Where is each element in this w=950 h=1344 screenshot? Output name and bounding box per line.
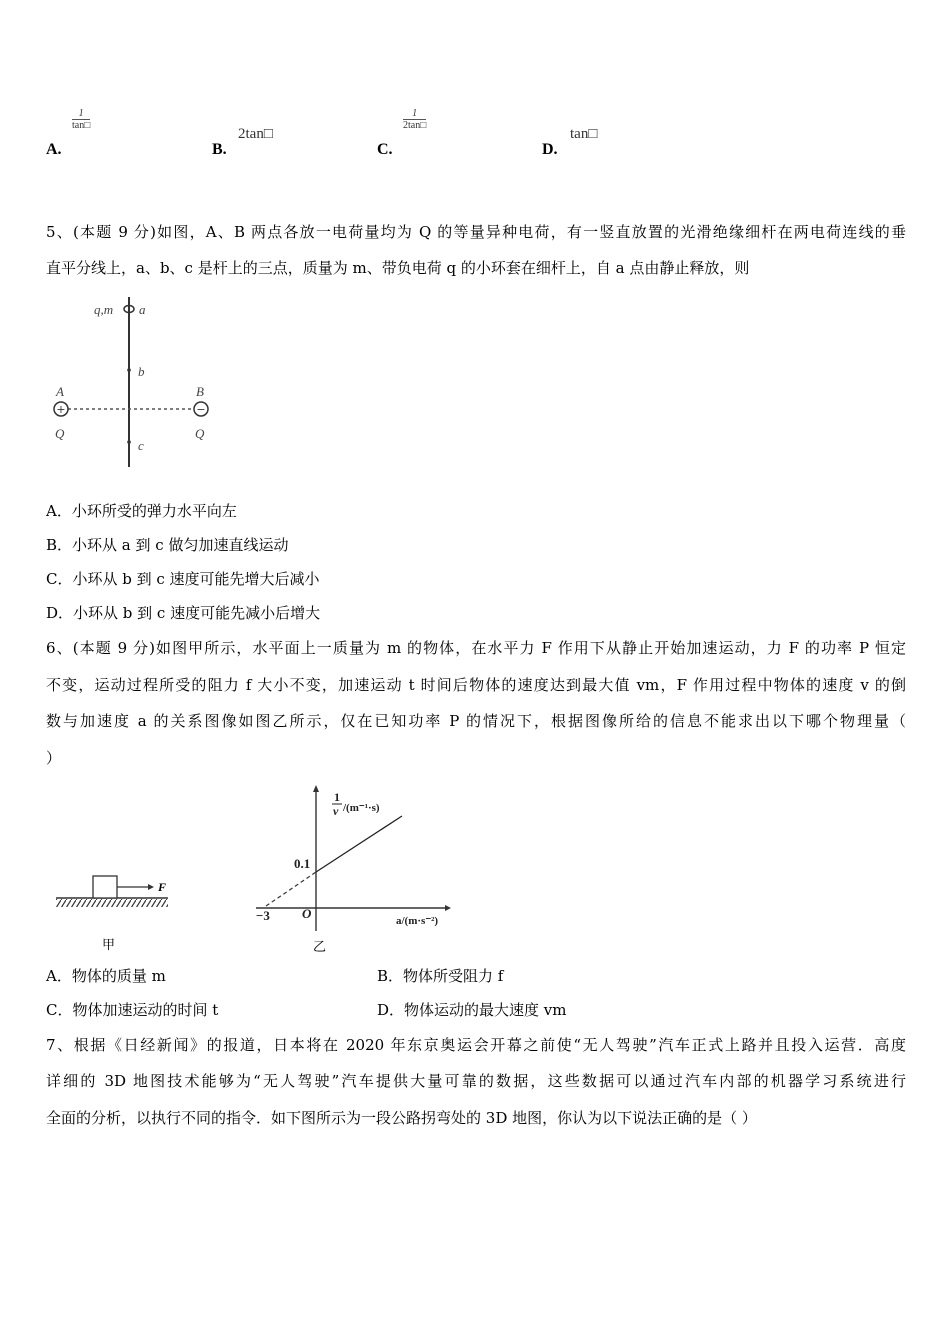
q5-charge-figure [46,292,226,472]
q6-option-c: C．物体加速运动的时间 t [46,1001,219,1019]
origin-label: O [302,906,312,921]
q4-option-b-label: B. [212,141,227,158]
ylabel-num: 1 [334,790,340,804]
fig-yi-caption: 乙 [313,940,327,955]
q4-option-c-fraction: $\frac{1}{2\tan□}$ [403,108,427,131]
q5-option-b: B．小环从 a 到 c 做匀加速直线运动 [46,536,289,554]
q7-stem-line: 7、根据《日经新闻》的报道，日本将在 2020 年东京奥运会开幕之前使“无人驾驶”汽车正式上路并且投入运营．高度 [46,1036,906,1054]
y-intercept-label: 0.1 [294,856,311,871]
q6-option-d: D．物体运动的最大速度 vm [377,1001,567,1019]
minus-sign: − [196,403,206,416]
q6-option-a: A．物体的质量 m [46,967,166,985]
charge-b-q: Q [195,426,205,441]
q5-option-d: D．小环从 b 到 c 速度可能先减小后增大 [46,604,321,622]
ylabel-den: v [333,804,339,818]
ring-label: q,m [94,302,114,317]
q5-stem-line: 直平分线上，a、b、c 是杆上的三点，质量为 m、带负电荷 q 的小环套在细杆上，自 a 点由静止释放，则 [46,259,750,277]
q6-option-b: B．物体所受阻力 f [377,967,504,985]
q5-option-c: C．小环从 b 到 c 速度可能先增大后减小 [46,570,320,588]
q5-stem-line: 5、(本题 9 分)如图，A、B 两点各放一电荷量均为 Q 的等量异种电荷，有一竖直放置的光滑绝缘细杆在两电荷连线的垂 [46,223,906,241]
q4-option-a-label: A. [46,141,62,158]
q7-stem-line: 详细的 3D 地图技术能够为“无人驾驶”汽车提供大量可靠的数据，这些数据可以通过汽车内部的机器学习系统进行 [46,1072,906,1090]
graph-extrapolation [266,872,316,906]
charge-b-label: B [196,384,204,399]
xlabel: a/(m·s⁻²) [396,915,439,927]
ylabel-unit: /(m⁻¹·s) [343,802,380,814]
plus-sign: + [56,403,66,416]
point-a-label: a [139,302,146,317]
q4-option-b-expr: 2tan□ [238,126,273,142]
q6-stem-line: 6、(本题 9 分)如图甲所示，水平面上一质量为 m 的物体，在水平力 F 作用下从静止开始加速运动，力 F 的功率 P 恒定 [46,639,906,657]
q5-option-a: A．小环所受的弹力水平向左 [46,502,237,520]
q7-stem-line: 全面的分析，以执行不同的指令．如下图所示为一段公路拐弯处的 3D 地图，你认为以下说法正确的是（ ） [46,1109,757,1127]
charge-a-q: Q [55,426,65,441]
q4-option-d-expr: tan□ [570,126,598,142]
q6-stem-line: ） [46,749,62,767]
charge-a-label: A [56,384,64,399]
fig-jia-caption: 甲 [102,938,116,953]
q4-option-c-label: C. [377,141,393,158]
q4-option-a-fraction: $\frac{1}{\tan□}$ [72,108,91,131]
q4-option-d-label: D. [542,141,558,158]
q6-figure-jia [46,860,186,955]
graph-line [316,816,402,872]
x-intercept-label: −3 [256,908,270,923]
q6-stem-line: 不变，运动过程所受的阻力 f 大小不变，加速运动 t 时间后物体的速度达到最大值 vm，F 作用过程中物体的速度 v 的倒 [46,676,906,694]
point-b-label: b [138,364,145,379]
point-c-label: c [138,438,144,453]
q6-stem-line: 数与加速度 a 的关系图像如图乙所示，仅在已知功率 P 的情况下，根据图像所给的信息不能求出以下哪个物理量（ [46,712,906,730]
force-label: F [158,880,167,894]
q6-figure-yi-graph [250,783,460,958]
